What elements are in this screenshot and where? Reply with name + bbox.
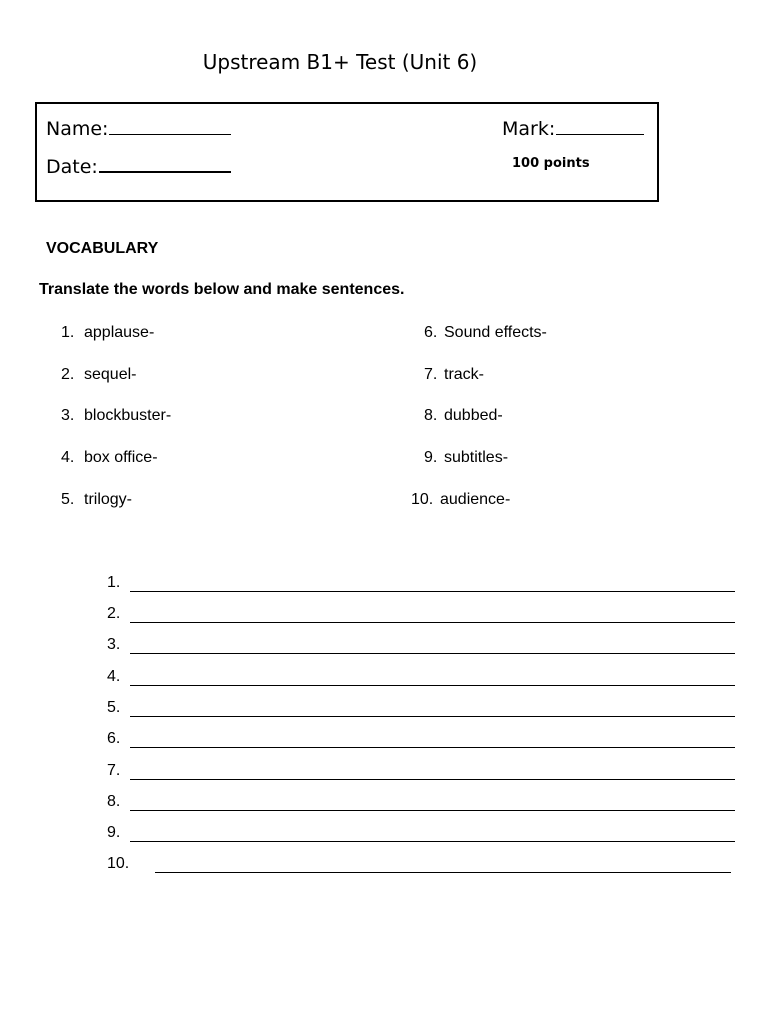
- answer-line[interactable]: [130, 779, 735, 780]
- answer-row[interactable]: 7.: [0, 762, 768, 782]
- instruction-text: Translate the words below and make sentences.: [39, 281, 405, 298]
- vocab-item: 10. audience-: [411, 491, 511, 508]
- answer-row[interactable]: 5.: [0, 699, 768, 719]
- mark-blank[interactable]: [556, 133, 644, 135]
- vocab-item: 5. trilogy-: [61, 491, 133, 508]
- vocab-item: 4. box office-: [61, 449, 158, 466]
- answer-row[interactable]: 6.: [0, 730, 768, 750]
- answer-line[interactable]: [130, 591, 735, 592]
- answer-line[interactable]: [130, 685, 735, 686]
- mark-label: Mark:: [502, 118, 556, 140]
- answer-row[interactable]: 3.: [0, 636, 768, 656]
- name-blank[interactable]: [109, 133, 231, 135]
- answer-row[interactable]: 10.: [0, 855, 768, 875]
- name-label: Name:: [46, 118, 109, 140]
- answer-line[interactable]: [130, 747, 735, 748]
- date-blank[interactable]: [99, 170, 231, 173]
- answer-line[interactable]: [130, 716, 735, 717]
- student-info-box: [35, 102, 659, 202]
- answer-row[interactable]: 8.: [0, 793, 768, 813]
- answer-line[interactable]: [155, 872, 731, 873]
- answer-row[interactable]: 2.: [0, 605, 768, 625]
- answer-line[interactable]: [130, 841, 735, 842]
- answer-line[interactable]: [130, 622, 735, 623]
- vocab-item: 2. sequel-: [61, 366, 137, 383]
- answer-row[interactable]: 1.: [0, 574, 768, 594]
- answer-line[interactable]: [130, 653, 735, 654]
- answer-row[interactable]: 4.: [0, 668, 768, 688]
- total-points: 100 points: [512, 156, 590, 171]
- vocab-item: 1. applause-: [61, 324, 155, 341]
- date-field[interactable]: [46, 156, 231, 178]
- vocab-item: 8. dubbed-: [424, 407, 503, 424]
- date-label: Date:: [46, 156, 98, 178]
- vocab-item: 7. track-: [424, 366, 484, 383]
- mark-field[interactable]: [502, 118, 644, 140]
- vocab-item: 3. blockbuster-: [61, 407, 172, 424]
- vocab-item: 6. Sound effects-: [424, 324, 547, 341]
- answer-line[interactable]: [130, 810, 735, 811]
- test-title: Upstream B1+ Test (Unit 6): [202, 50, 478, 74]
- answer-row[interactable]: 9.: [0, 824, 768, 844]
- vocab-item: 9. subtitles-: [424, 449, 509, 466]
- section-heading: VOCABULARY: [46, 240, 159, 257]
- name-field[interactable]: [46, 118, 231, 140]
